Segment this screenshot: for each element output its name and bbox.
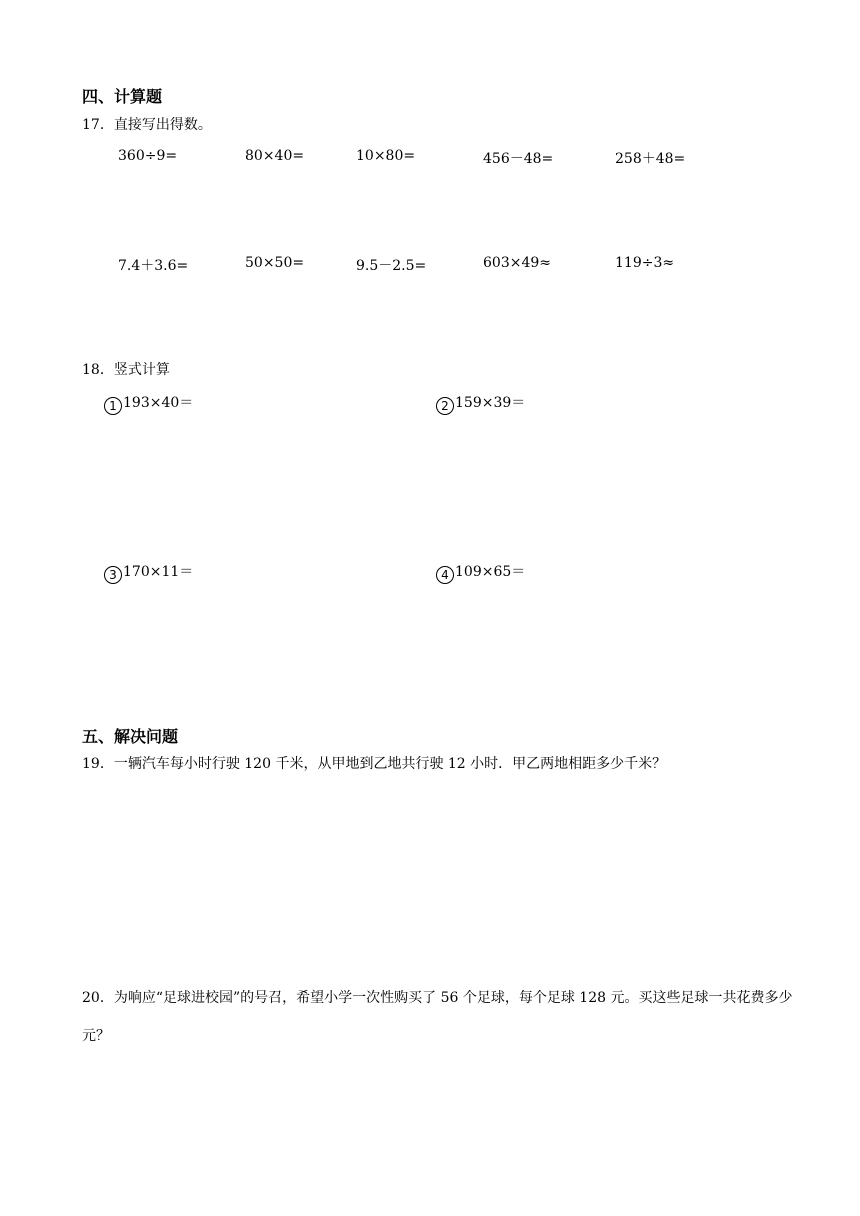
vertical-calc-expr: 159×39＝: [455, 395, 526, 411]
question-20: [82, 979, 808, 1055]
circled-number: 1: [104, 397, 122, 415]
question-number: 20．: [82, 990, 114, 1006]
question-17: [82, 114, 212, 134]
oral-calc-item: 603×49≈: [483, 255, 551, 271]
oral-calc-item: 456－48=: [483, 151, 554, 167]
oral-calc-item: 10×80=: [356, 148, 416, 164]
question-text: 竖式计算: [113, 362, 170, 378]
vertical-calc-item-2: [436, 392, 525, 415]
vertical-calc-expr: 170×11＝: [123, 564, 194, 580]
circled-number: 3: [104, 566, 122, 584]
vertical-calc-expr: 109×65＝: [455, 564, 526, 580]
vertical-calc-item-1: [104, 392, 193, 415]
oral-calc-item: 7.4＋3.6=: [118, 258, 189, 274]
question-18: [82, 359, 170, 379]
vertical-calc-item-3: [104, 561, 193, 584]
circled-number: 4: [436, 566, 454, 584]
question-19: [82, 753, 666, 773]
oral-calc-item: 119÷3≈: [615, 255, 675, 271]
circled-number: 2: [436, 397, 454, 415]
question-text: 一辆汽车每小时行驶 120 千米，从甲地到乙地共行驶 12 小时．甲乙两地相距多少千米？: [113, 756, 667, 772]
oral-calc-item: 80×40=: [245, 148, 305, 164]
oral-calc-item: 258＋48=: [615, 151, 686, 167]
section-title-problem-solving: 五、解决问题: [82, 727, 179, 746]
section-title-calculation: 四、计算题: [82, 87, 163, 106]
oral-calc-item: 360÷9=: [118, 148, 178, 164]
question-number: 18．: [82, 362, 114, 378]
question-text: 为响应“足球进校园”的号召，希望小学一次性购买了 56 个足球，每个足球 128 元。买这些足球一共花费多少元？: [82, 990, 793, 1044]
question-number: 17．: [82, 117, 114, 133]
oral-calc-item: 9.5－2.5=: [356, 258, 427, 274]
question-text: 直接写出得数。: [113, 117, 212, 133]
vertical-calc-expr: 193×40＝: [123, 395, 194, 411]
vertical-calc-item-4: [436, 561, 525, 584]
oral-calc-item: 50×50=: [245, 255, 305, 271]
question-number: 19．: [82, 756, 114, 772]
